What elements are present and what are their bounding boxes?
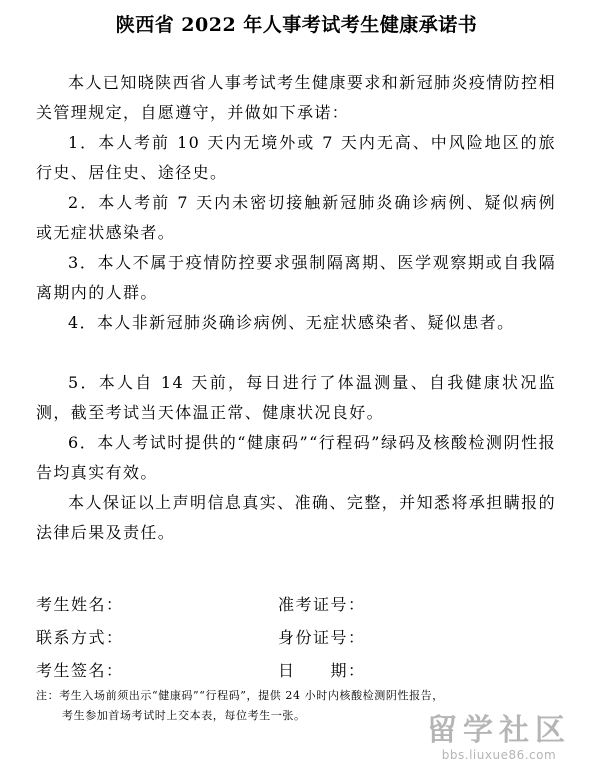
- pledge-item-6: [36, 428, 556, 488]
- pledge-item-5: [36, 368, 556, 428]
- pledge-item-text: 6．本人考试时提供的“健康码”“行程码”绿码及核酸检测阴性报告均真实有效。: [36, 433, 556, 482]
- watermark-logo: 留学社区: [427, 713, 571, 748]
- pledge-item-text: 2．本人考前 7 天内未密切接触新冠肺炎确诊病例、疑似病例或无症状感染者。: [36, 193, 556, 242]
- pledge-item-text: 1．本人考前 10 天内无境外或 7 天内无高、中风险地区的旅行史、居住史、途径史。: [36, 133, 556, 182]
- closing-text: 本人保证以上声明信息真实、准确、完整，并知悉将承担瞒报的法律后果及责任。: [36, 493, 556, 542]
- signature-label: 考生签名：: [36, 661, 124, 680]
- contact-label: 联系方式：: [36, 628, 124, 647]
- footnote-line-1: 注：考生入场前须出示“健康码”“行程码”，提供 24 小时内核酸检测阴性报告，: [36, 689, 444, 702]
- site-watermark: [419, 715, 579, 767]
- date-label: 日 期：: [278, 661, 366, 680]
- intro-paragraph: [36, 68, 556, 128]
- document-title: 陕西省 2022 年人事考试考生健康承诺书: [115, 14, 478, 36]
- exam-number-label: 准考证号：: [278, 595, 366, 614]
- pledge-item-1: [36, 128, 556, 188]
- footnote-line-2: 考生参加首场考试时上交本表，每位考生一张。: [62, 709, 306, 722]
- pledge-item-text: 4．本人非新冠肺炎确诊病例、无症状感染者、疑似患者。: [68, 313, 515, 332]
- pledge-item-2: [36, 188, 556, 248]
- pledge-item-text: 3．本人不属于疫情防控要求强制隔离期、医学观察期或自我隔离期内的人群。: [36, 253, 556, 302]
- pledge-item-text: 5．本人自 14 天前，每日进行了体温测量、自我健康状况监测，截至考试当天体温正常、健康状况良好。: [36, 373, 556, 422]
- candidate-name-label: 考生姓名：: [36, 595, 124, 614]
- intro-text: 本人已知晓陕西省人事考试考生健康要求和新冠肺炎疫情防控相关管理规定，自愿遵守，并做如下承诺：: [36, 73, 556, 122]
- closing-paragraph: [36, 488, 556, 548]
- pledge-item-4: [36, 308, 556, 338]
- pledge-item-3: [36, 248, 556, 308]
- id-number-label: 身份证号：: [278, 628, 366, 647]
- watermark-url: bbs.liuxue86.com: [441, 748, 557, 762]
